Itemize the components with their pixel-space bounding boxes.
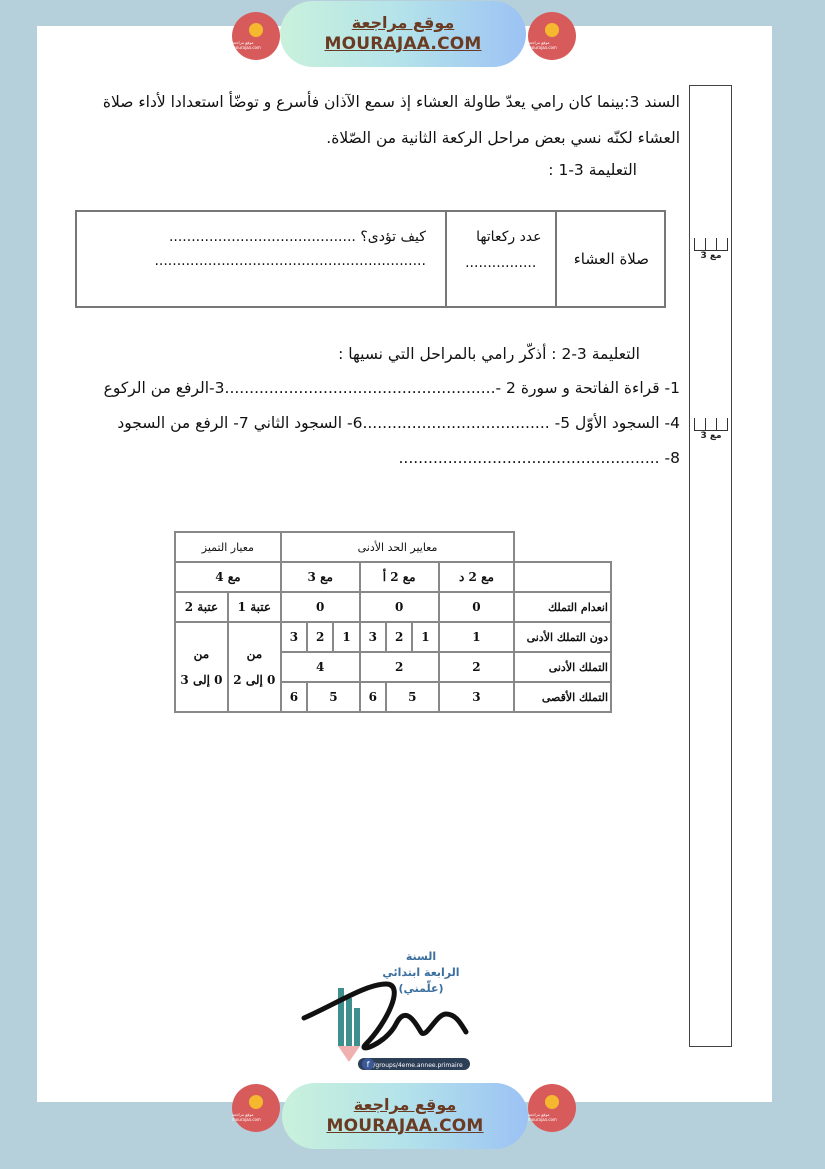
banner-site-url[interactable]: MOURAJAA.COM	[324, 34, 482, 54]
header-site-banner[interactable]	[280, 1, 526, 67]
logo-icon	[249, 1095, 263, 1109]
row-label: التملك الأقصى	[514, 682, 611, 712]
criterion-m4: مع 4	[175, 562, 281, 592]
instruction-3-2: التعليمة 3-2 : أذكّر رامي بالمراحل التي نسيها :	[338, 345, 640, 363]
site-badge-right-footer[interactable]: موقع مراجعة mourajaa.com	[528, 1084, 576, 1132]
svg-text:السنة: السنة	[405, 950, 437, 963]
site-badge-left-footer[interactable]: موقع مراجعة mourajaa.com	[232, 1084, 280, 1132]
logo-icon	[545, 1095, 559, 1109]
row-label: دون التملك الأدنى	[514, 622, 611, 652]
threshold-1-range: من 0 إلى 2	[228, 622, 281, 712]
score-box-2: مع 3	[694, 418, 728, 441]
criterion-m3: مع 3	[281, 562, 360, 592]
pencil-scribble-icon	[296, 944, 476, 1072]
excellence-criteria-header: معيار التميز	[175, 532, 281, 562]
banner-site-url[interactable]: MOURAJAA.COM	[326, 1116, 484, 1136]
instruction-3-1: التعليمة 3-1 :	[548, 161, 637, 179]
steps-line-1[interactable]: 1- قراءة الفاتحة و سورة 2 -.......................................................3-الرفع من الركوع	[103, 379, 680, 397]
score-column	[689, 85, 732, 1047]
criterion-m2a: مع 2 أ	[360, 562, 439, 592]
banner-arabic-title: موقع مراجعة	[351, 13, 455, 32]
site-badge-left[interactable]: موقع مراجعة mourajaa.com	[232, 12, 280, 60]
svg-text:الرابعة ابتدائي: الرابعة ابتدائي	[382, 966, 460, 979]
footer-site-banner[interactable]	[282, 1083, 528, 1149]
how-performed-cell[interactable]: كيف تؤدى؟ .......................................... .............................................................	[76, 211, 446, 307]
threshold-2: عتبة 2	[175, 592, 228, 622]
sanad-line-2: العشاء لكنّه نسي بعض مراحل الركعة الثانية من الصّلاة.	[326, 129, 680, 147]
threshold-1: عتبة 1	[228, 592, 281, 622]
sanad-line-1: السند 3:بينما كان رامي يعدّ طاولة العشاء إذ سمع الآذان فأسرع و توضّأ استعدادا لأداء صلاة	[102, 93, 680, 111]
logo-icon	[249, 23, 263, 37]
isha-prayer-cell: صلاة العشاء	[556, 211, 665, 307]
site-badge-right[interactable]: موقع مراجعة mourajaa.com	[528, 12, 576, 60]
logo-icon	[545, 23, 559, 37]
min-criteria-header: معايير الحد الأدنى	[281, 532, 514, 562]
svg-text:/groups/4eme.annee.primaire: /groups/4eme.annee.primaire	[373, 1062, 463, 1069]
banner-arabic-title: موقع مراجعة	[353, 1095, 457, 1114]
row-label: انعدام التملك	[514, 592, 611, 622]
prayer-table	[75, 210, 666, 308]
steps-line-3[interactable]: 8- .....................................................	[398, 449, 680, 467]
score-box-1: مع 3	[694, 238, 728, 261]
criteria-table: معايير الحد الأدنى معيار التميز مع 2 د مع 2 أ مع 3 مع 4 انعدام التملك 0 0 0 عتبة 1 عتبة 2 دون التملك الأدنى 1 1 2 3 1 2 3 من 0 إلى 2 من 0 إلى 3 التملك الأدنى 2 2 4 التملك الأقصى 3 5 6 5 6	[174, 531, 612, 713]
grade-logo	[296, 944, 476, 1072]
svg-text:(علّمني): (علّمني)	[398, 982, 444, 995]
threshold-2-range: من 0 إلى 3	[175, 622, 228, 712]
row-label: التملك الأدنى	[514, 652, 611, 682]
criterion-m2d: مع 2 د	[439, 562, 515, 592]
steps-line-2[interactable]: 4- السجود الأوّل 5- ......................................6- السجود الثاني 7- الرفع من السجود	[117, 414, 680, 432]
rakaat-count-cell[interactable]: عدد ركعاتها ................	[446, 211, 556, 307]
svg-text:f: f	[366, 1060, 370, 1069]
